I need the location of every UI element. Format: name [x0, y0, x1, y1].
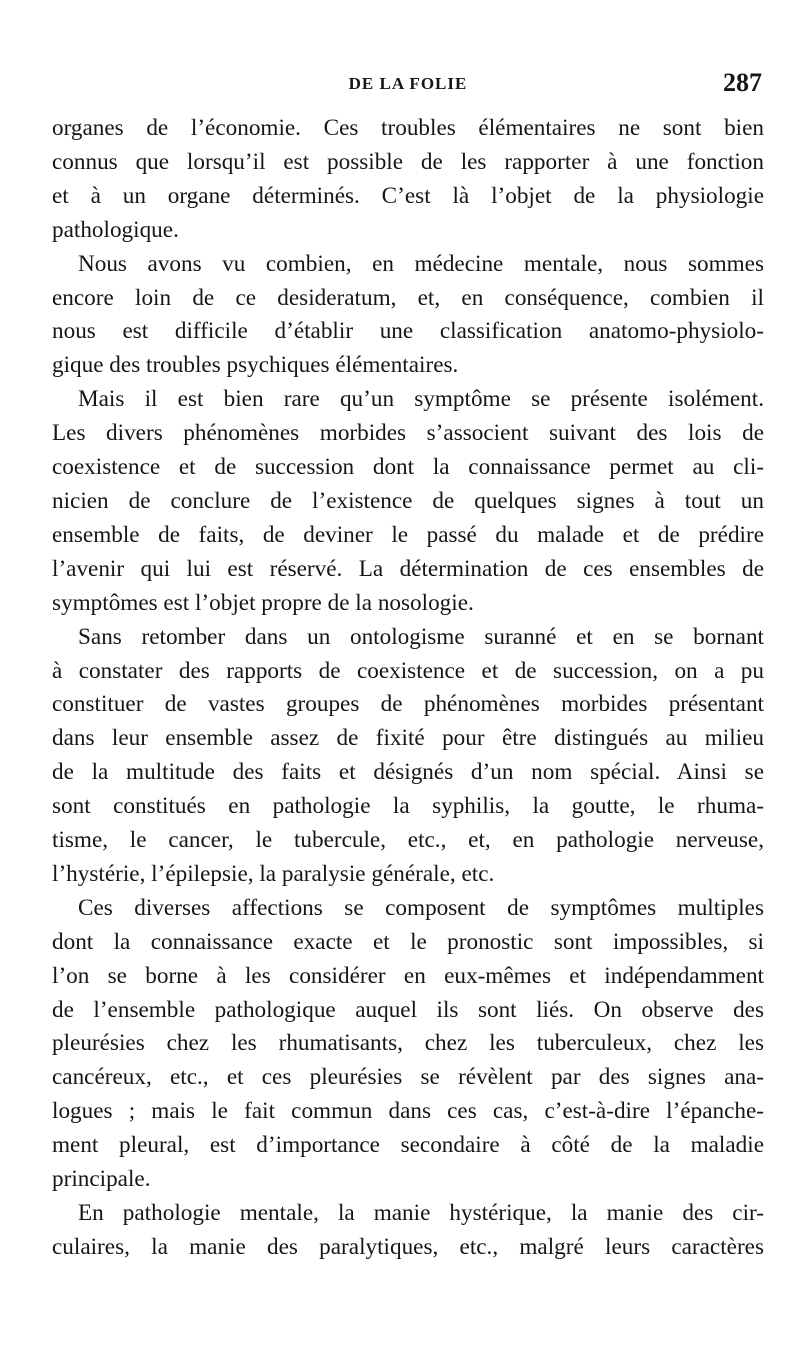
running-title: DE LA FOLIE: [348, 74, 468, 93]
page-header: [50, 68, 766, 104]
text-line: dont la connaissance exacte et le pronostic sont impossibles, si: [52, 928, 764, 955]
text-line: tisme, le cancer, le tubercule, etc., et, en pathologie nerveuse,: [52, 827, 764, 854]
text-line: dans leur ensemble assez de fixité pour être distingués au milieu: [52, 725, 764, 752]
text-line: organes de l’économie. Ces troubles élémentaires ne sont bien: [52, 115, 764, 141]
text-line: l’on se borne à les considérer en eux-mêmes et indépendamment: [52, 962, 764, 989]
text-line: encore loin de ce desideratum, et, en conséquence, combien il: [52, 284, 764, 311]
text-line: Mais il est bien rare qu’un symptôme se présente isolément.: [78, 386, 764, 413]
text-line: principale.: [52, 1166, 151, 1193]
text-line: En pathologie mentale, la manie hystérique, la manie des cir-: [78, 1200, 764, 1226]
text-line: ment pleural, est d’importance secondaire à côté de la maladie: [52, 1132, 764, 1159]
text-line: gique des troubles psychiques élémentaires.: [52, 352, 459, 379]
text-line: et à un organe déterminés. C’est là l’objet de la physiologie: [52, 182, 764, 209]
body-text: [52, 112, 764, 1265]
text-line: à constater des rapports de coexistence et de succession, on a pu: [52, 657, 764, 684]
text-line: de la multitude des faits et désignés d’un nom spécial. Ainsi se: [52, 759, 764, 786]
text-line: pathologique.: [52, 216, 179, 243]
text-line: sont constitués en pathologie la syphilis, la goutte, le rhuma-: [52, 793, 764, 820]
text-line: Sans retomber dans un ontologisme suranné et en se bornant: [78, 623, 764, 650]
text-line: Les divers phénomènes morbides s’associent suivant des lois de: [52, 420, 764, 447]
paragraph: [52, 248, 764, 384]
text-line: de l’ensemble pathologique auquel ils sont liés. On observe des: [52, 996, 764, 1023]
text-line: constituer de vastes groupes de phénomènes morbides présentant: [52, 691, 764, 718]
text-line: pleurésies chez les rhumatisants, chez les tuberculeux, chez les: [52, 1030, 764, 1057]
paragraph: [52, 621, 764, 892]
text-line: Ces diverses affections se composent de symptômes multiples: [78, 894, 764, 921]
text-line: symptômes est l’objet propre de la nosologie.: [52, 589, 474, 616]
text-line: connus que lorsqu’il est possible de les rapporter à une fonction: [52, 148, 764, 175]
text-line: nous est difficile d’établir une classification anatomo-physiolo-: [52, 318, 764, 345]
text-line: ensemble de faits, de deviner le passé du malade et de prédire: [52, 521, 764, 548]
text-line: nicien de conclure de l’existence de quelques signes à tout un: [52, 487, 764, 514]
text-line: l’avenir qui lui est réservé. La détermination de ces ensembles de: [52, 555, 764, 582]
text-line: coexistence et de succession dont la connaissance permet au cli-: [52, 454, 764, 481]
paragraph: [52, 892, 764, 1197]
text-line: cancéreux, etc., et ces pleurésies se révèlent par des signes ana-: [52, 1064, 764, 1091]
text-line: Nous avons vu combien, en médecine mentale, nous sommes: [78, 250, 764, 277]
paragraph: [52, 383, 764, 620]
page-number: 287: [723, 68, 762, 97]
paragraph: [52, 112, 764, 248]
text-line: logues ; mais le fait commun dans ces cas, c’est-à-dire l’épanche-: [52, 1098, 764, 1125]
text-line: l’hystérie, l’épilepsie, la paralysie générale, etc.: [52, 860, 495, 887]
paragraph: [52, 1197, 764, 1265]
text-line: culaires, la manie des paralytiques, etc., malgré leurs caractères: [52, 1233, 764, 1260]
